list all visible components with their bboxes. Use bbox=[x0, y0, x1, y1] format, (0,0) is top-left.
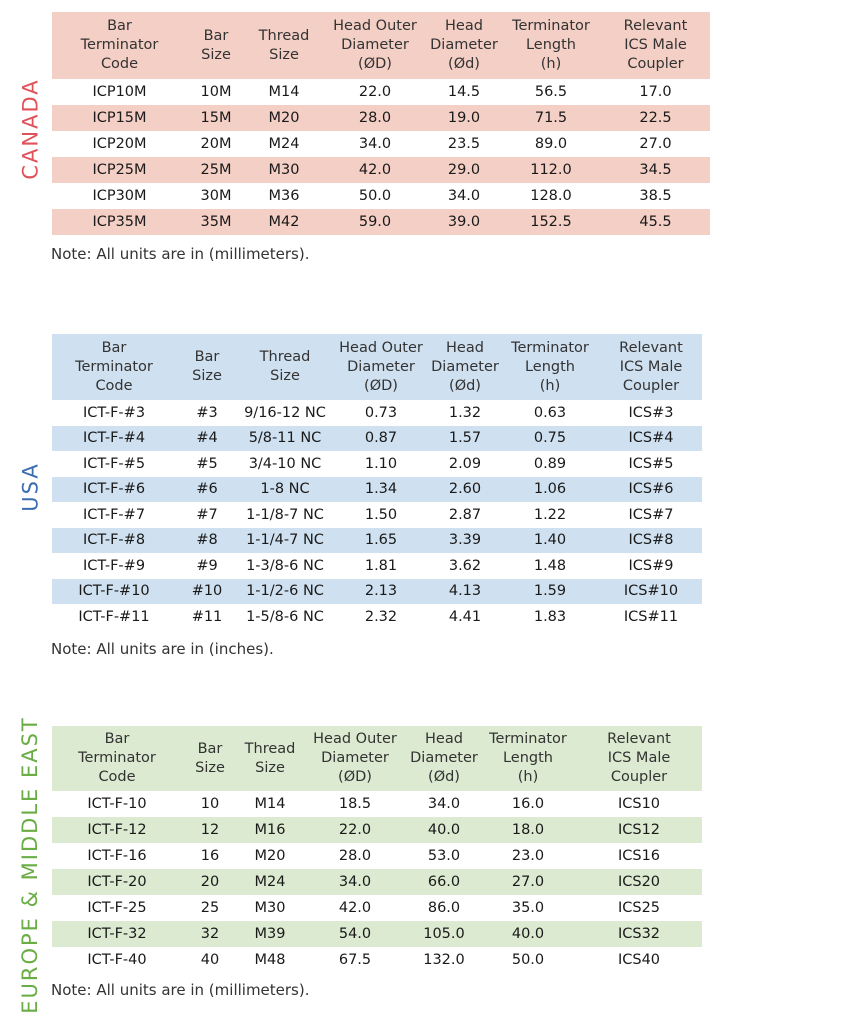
table-cell: 2.09 bbox=[448, 455, 482, 472]
table-cell: 22.0 bbox=[338, 822, 372, 838]
column-header: Relevant ICS Male Coupler bbox=[623, 18, 688, 72]
table-row bbox=[52, 451, 702, 477]
table-cell: ICP35M bbox=[92, 214, 147, 230]
table-cell: 1.48 bbox=[533, 557, 567, 574]
column-header: Bar Size bbox=[195, 740, 225, 776]
table-cell: 35M bbox=[200, 214, 232, 230]
table-cell: M14 bbox=[254, 796, 286, 812]
table-cell: 14.5 bbox=[447, 84, 481, 100]
table-cell: ICS#11 bbox=[623, 608, 679, 625]
table-cell: 1-8 NC bbox=[260, 481, 310, 498]
table-cell: ICT-F-10 bbox=[87, 796, 147, 812]
table-cell: 23.5 bbox=[447, 136, 481, 152]
table-cell: 18.0 bbox=[511, 822, 545, 838]
table-cell: ICT-F-20 bbox=[87, 874, 147, 890]
table-row bbox=[52, 105, 710, 131]
table-cell: ICP30M bbox=[92, 188, 147, 204]
table-cell: ICT-F-12 bbox=[87, 822, 147, 838]
table-cell: #7 bbox=[196, 506, 218, 523]
table-cell: 1.34 bbox=[364, 481, 398, 498]
table-cell: 34.0 bbox=[447, 188, 481, 204]
table-cell: 16 bbox=[200, 848, 220, 864]
table-cell: 152.5 bbox=[530, 214, 572, 230]
table-cell: 30M bbox=[200, 188, 232, 204]
table-cell: ICS16 bbox=[617, 848, 661, 864]
table-cell: 28.0 bbox=[358, 110, 392, 126]
table-cell: ICS#8 bbox=[628, 532, 674, 549]
table-cell: 59.0 bbox=[358, 214, 392, 230]
column-header: Terminator Length (h) bbox=[489, 731, 567, 785]
table-cell: #11 bbox=[191, 608, 223, 625]
table-cell: 1-1/8-7 NC bbox=[246, 506, 324, 523]
column-header: Head Outer Diameter (ØD) bbox=[339, 339, 423, 394]
table-cell: 17.0 bbox=[639, 84, 672, 100]
table-cell: 4.41 bbox=[448, 608, 482, 625]
table-cell: ICS#9 bbox=[628, 557, 674, 574]
table-cell: ICS#5 bbox=[628, 455, 674, 472]
region-label: USA bbox=[18, 462, 43, 512]
table-cell: 50.0 bbox=[511, 952, 545, 968]
column-header: Head Diameter (Ød) bbox=[410, 731, 478, 785]
units-note: Note: All units are in (millimeters). bbox=[51, 981, 310, 999]
table-cell: 89.0 bbox=[534, 136, 568, 152]
table-cell: #8 bbox=[196, 532, 218, 549]
column-header: Relevant ICS Male Coupler bbox=[619, 339, 683, 394]
column-header: Head Diameter (Ød) bbox=[430, 18, 498, 72]
column-header: Bar Terminator Code bbox=[80, 18, 159, 72]
table-row bbox=[52, 426, 702, 452]
table-cell: 15M bbox=[200, 110, 232, 126]
table-cell: 0.87 bbox=[364, 430, 398, 447]
table-cell: ICT-F-#3 bbox=[82, 404, 146, 421]
column-header: Bar Size bbox=[192, 349, 222, 384]
table-cell: 86.0 bbox=[427, 900, 461, 916]
table-cell: 2.32 bbox=[364, 608, 398, 625]
table-cell: 40.0 bbox=[511, 926, 545, 942]
table-cell: 1-1/4-7 NC bbox=[246, 532, 324, 549]
table-cell: 34.5 bbox=[639, 162, 672, 178]
table-cell: 3/4-10 NC bbox=[248, 455, 322, 472]
table-cell: ICS32 bbox=[617, 926, 661, 942]
column-header: Terminator Length (h) bbox=[512, 18, 590, 72]
table-cell: 23.0 bbox=[511, 848, 545, 864]
table-cell: 42.0 bbox=[338, 900, 372, 916]
table-cell: 35.0 bbox=[511, 900, 545, 916]
units-note: Note: All units are in (millimeters). bbox=[51, 245, 310, 263]
table-cell: ICT-F-#6 bbox=[82, 481, 146, 498]
table-cell: 54.0 bbox=[338, 926, 372, 942]
table-row bbox=[52, 921, 702, 947]
units-note: Note: All units are in (inches). bbox=[51, 639, 274, 658]
column-header: Bar Size bbox=[201, 27, 231, 63]
table-cell: 56.5 bbox=[534, 84, 568, 100]
table-cell: 66.0 bbox=[427, 874, 461, 890]
table-cell: 22.0 bbox=[358, 84, 392, 100]
table-cell: ICP25M bbox=[92, 162, 147, 178]
table-cell: 34.0 bbox=[358, 136, 392, 152]
column-header: Thread Size bbox=[259, 349, 311, 384]
table-header-row bbox=[52, 726, 702, 791]
table-cell: 9/16-12 NC bbox=[244, 404, 326, 421]
table-cell: #5 bbox=[196, 455, 218, 472]
column-header: Head Diameter (Ød) bbox=[431, 339, 499, 394]
table-cell: ICT-F-#7 bbox=[82, 506, 146, 523]
table-cell: 105.0 bbox=[423, 926, 465, 942]
table-cell: 1.10 bbox=[364, 455, 398, 472]
table-cell: M48 bbox=[254, 952, 286, 968]
table-cell: 1-1/2-6 NC bbox=[246, 583, 324, 600]
table-cell: 3.62 bbox=[448, 557, 482, 574]
table-row bbox=[52, 947, 702, 973]
table-cell: ICS12 bbox=[617, 822, 661, 838]
table-cell: 1-3/8-6 NC bbox=[246, 557, 324, 574]
column-header: Head Outer Diameter (ØD) bbox=[313, 731, 397, 785]
region-label: EUROPE & MIDDLE EAST bbox=[17, 715, 42, 1014]
table-cell: 71.5 bbox=[534, 110, 568, 126]
table-cell: 1-5/8-6 NC bbox=[246, 608, 324, 625]
table-cell: 27.0 bbox=[511, 874, 545, 890]
table-cell: ICT-F-#5 bbox=[82, 455, 146, 472]
column-header: Bar Terminator Code bbox=[75, 339, 153, 394]
table-cell: M24 bbox=[268, 136, 300, 152]
table-cell: 50.0 bbox=[358, 188, 392, 204]
table-cell: 1.83 bbox=[533, 608, 567, 625]
column-header: Thread Size bbox=[244, 740, 296, 776]
table-row bbox=[52, 477, 702, 503]
table-row bbox=[52, 869, 702, 895]
table-cell: M24 bbox=[254, 874, 286, 890]
table-cell: ICS#6 bbox=[628, 481, 674, 498]
table-cell: 1.40 bbox=[533, 532, 567, 549]
table-cell: 67.5 bbox=[338, 952, 372, 968]
table-row bbox=[52, 817, 702, 843]
table-cell: #9 bbox=[196, 557, 218, 574]
table-cell: ICT-F-#11 bbox=[78, 608, 150, 625]
table-cell: 39.0 bbox=[447, 214, 481, 230]
table-cell: 18.5 bbox=[338, 796, 372, 812]
table-cell: #4 bbox=[196, 430, 218, 447]
table-cell: 45.5 bbox=[639, 214, 672, 230]
table-cell: ICT-F-16 bbox=[87, 848, 147, 864]
table-cell: 16.0 bbox=[511, 796, 545, 812]
spec-table bbox=[52, 726, 702, 973]
column-header: Relevant ICS Male Coupler bbox=[607, 731, 671, 785]
table-row bbox=[52, 157, 710, 183]
table-cell: 2.13 bbox=[364, 583, 398, 600]
table-cell: 112.0 bbox=[530, 162, 572, 178]
table-cell: 29.0 bbox=[447, 162, 481, 178]
table-cell: 0.63 bbox=[533, 404, 567, 421]
table-cell: 22.5 bbox=[639, 110, 672, 126]
table-header-row bbox=[52, 334, 702, 400]
table-cell: 2.87 bbox=[448, 506, 482, 523]
table-cell: 10 bbox=[200, 796, 220, 812]
table-cell: #3 bbox=[196, 404, 218, 421]
table-cell: ICT-F-40 bbox=[87, 952, 147, 968]
table-cell: 1.50 bbox=[364, 506, 398, 523]
table-cell: M20 bbox=[254, 848, 286, 864]
table-cell: M30 bbox=[254, 900, 286, 916]
table-cell: 1.22 bbox=[533, 506, 567, 523]
table-row bbox=[52, 843, 702, 869]
table-header-row bbox=[52, 12, 710, 79]
table-cell: #6 bbox=[196, 481, 218, 498]
table-cell: 132.0 bbox=[423, 952, 465, 968]
table-cell: 32 bbox=[200, 926, 220, 942]
table-cell: M42 bbox=[268, 214, 300, 230]
table-cell: 128.0 bbox=[530, 188, 572, 204]
table-row bbox=[52, 183, 710, 209]
table-cell: 27.0 bbox=[639, 136, 672, 152]
column-header: Thread Size bbox=[258, 27, 310, 63]
table-cell: ICT-F-#4 bbox=[82, 430, 146, 447]
table-row bbox=[52, 791, 702, 817]
table-cell: M36 bbox=[268, 188, 300, 204]
region-label: CANADA bbox=[18, 77, 43, 180]
table-row bbox=[52, 502, 702, 528]
table-cell: M30 bbox=[268, 162, 300, 178]
table-cell: 5/8-11 NC bbox=[248, 430, 322, 447]
table-row bbox=[52, 553, 702, 579]
spec-table bbox=[52, 334, 702, 630]
table-cell: ICS25 bbox=[617, 900, 661, 916]
table-cell: 19.0 bbox=[447, 110, 481, 126]
table-cell: ICS40 bbox=[617, 952, 661, 968]
table-cell: 25 bbox=[200, 900, 220, 916]
table-row bbox=[52, 400, 702, 426]
table-cell: 0.89 bbox=[533, 455, 567, 472]
table-cell: 0.75 bbox=[533, 430, 567, 447]
table-cell: 1.65 bbox=[364, 532, 398, 549]
table-row bbox=[52, 604, 702, 630]
table-row bbox=[52, 209, 710, 235]
table-cell: 1.59 bbox=[533, 583, 567, 600]
table-cell: 20M bbox=[200, 136, 232, 152]
table-cell: 40.0 bbox=[427, 822, 461, 838]
table-cell: #10 bbox=[191, 583, 223, 600]
table-cell: ICT-F-#8 bbox=[82, 532, 146, 549]
table-cell: 2.60 bbox=[448, 481, 482, 498]
table-cell: ICP15M bbox=[92, 110, 147, 126]
table-cell: 1.06 bbox=[533, 481, 567, 498]
table-cell: ICS#4 bbox=[628, 430, 674, 447]
table-cell: 1.57 bbox=[448, 430, 482, 447]
table-cell: 1.32 bbox=[448, 404, 482, 421]
table-cell: ICP10M bbox=[92, 84, 147, 100]
table-cell: ICS#3 bbox=[628, 404, 674, 421]
table-cell: 12 bbox=[200, 822, 220, 838]
table-cell: ICT-F-32 bbox=[87, 926, 147, 942]
table-cell: 40 bbox=[200, 952, 220, 968]
table-cell: M16 bbox=[254, 822, 286, 838]
table-cell: ICS#7 bbox=[628, 506, 674, 523]
table-cell: ICS20 bbox=[617, 874, 661, 890]
table-cell: 38.5 bbox=[639, 188, 672, 204]
table-row bbox=[52, 895, 702, 921]
table-row bbox=[52, 579, 702, 605]
table-cell: M14 bbox=[268, 84, 300, 100]
table-cell: ICT-F-25 bbox=[87, 900, 147, 916]
table-cell: ICS#10 bbox=[623, 583, 679, 600]
table-cell: 1.81 bbox=[364, 557, 398, 574]
table-row bbox=[52, 131, 710, 157]
table-cell: 10M bbox=[200, 84, 232, 100]
column-header: Bar Terminator Code bbox=[78, 731, 156, 785]
table-cell: M20 bbox=[268, 110, 300, 126]
table-cell: 0.73 bbox=[364, 404, 398, 421]
table-row bbox=[52, 528, 702, 554]
table-cell: 34.0 bbox=[427, 796, 461, 812]
table-cell: 28.0 bbox=[338, 848, 372, 864]
table-cell: ICP20M bbox=[92, 136, 147, 152]
table-cell: 4.13 bbox=[448, 583, 482, 600]
table-cell: ICT-F-#10 bbox=[78, 583, 150, 600]
column-header: Head Outer Diameter (ØD) bbox=[333, 18, 417, 72]
table-cell: 53.0 bbox=[427, 848, 461, 864]
table-cell: ICS10 bbox=[617, 796, 661, 812]
table-cell: M39 bbox=[254, 926, 286, 942]
table-cell: 42.0 bbox=[358, 162, 392, 178]
table-cell: 34.0 bbox=[338, 874, 372, 890]
table-cell: 25M bbox=[200, 162, 232, 178]
table-cell: ICT-F-#9 bbox=[82, 557, 146, 574]
column-header: Terminator Length (h) bbox=[511, 339, 589, 394]
spec-table bbox=[52, 12, 710, 235]
table-row bbox=[52, 79, 710, 105]
table-cell: 3.39 bbox=[448, 532, 482, 549]
table-cell: 20 bbox=[200, 874, 220, 890]
